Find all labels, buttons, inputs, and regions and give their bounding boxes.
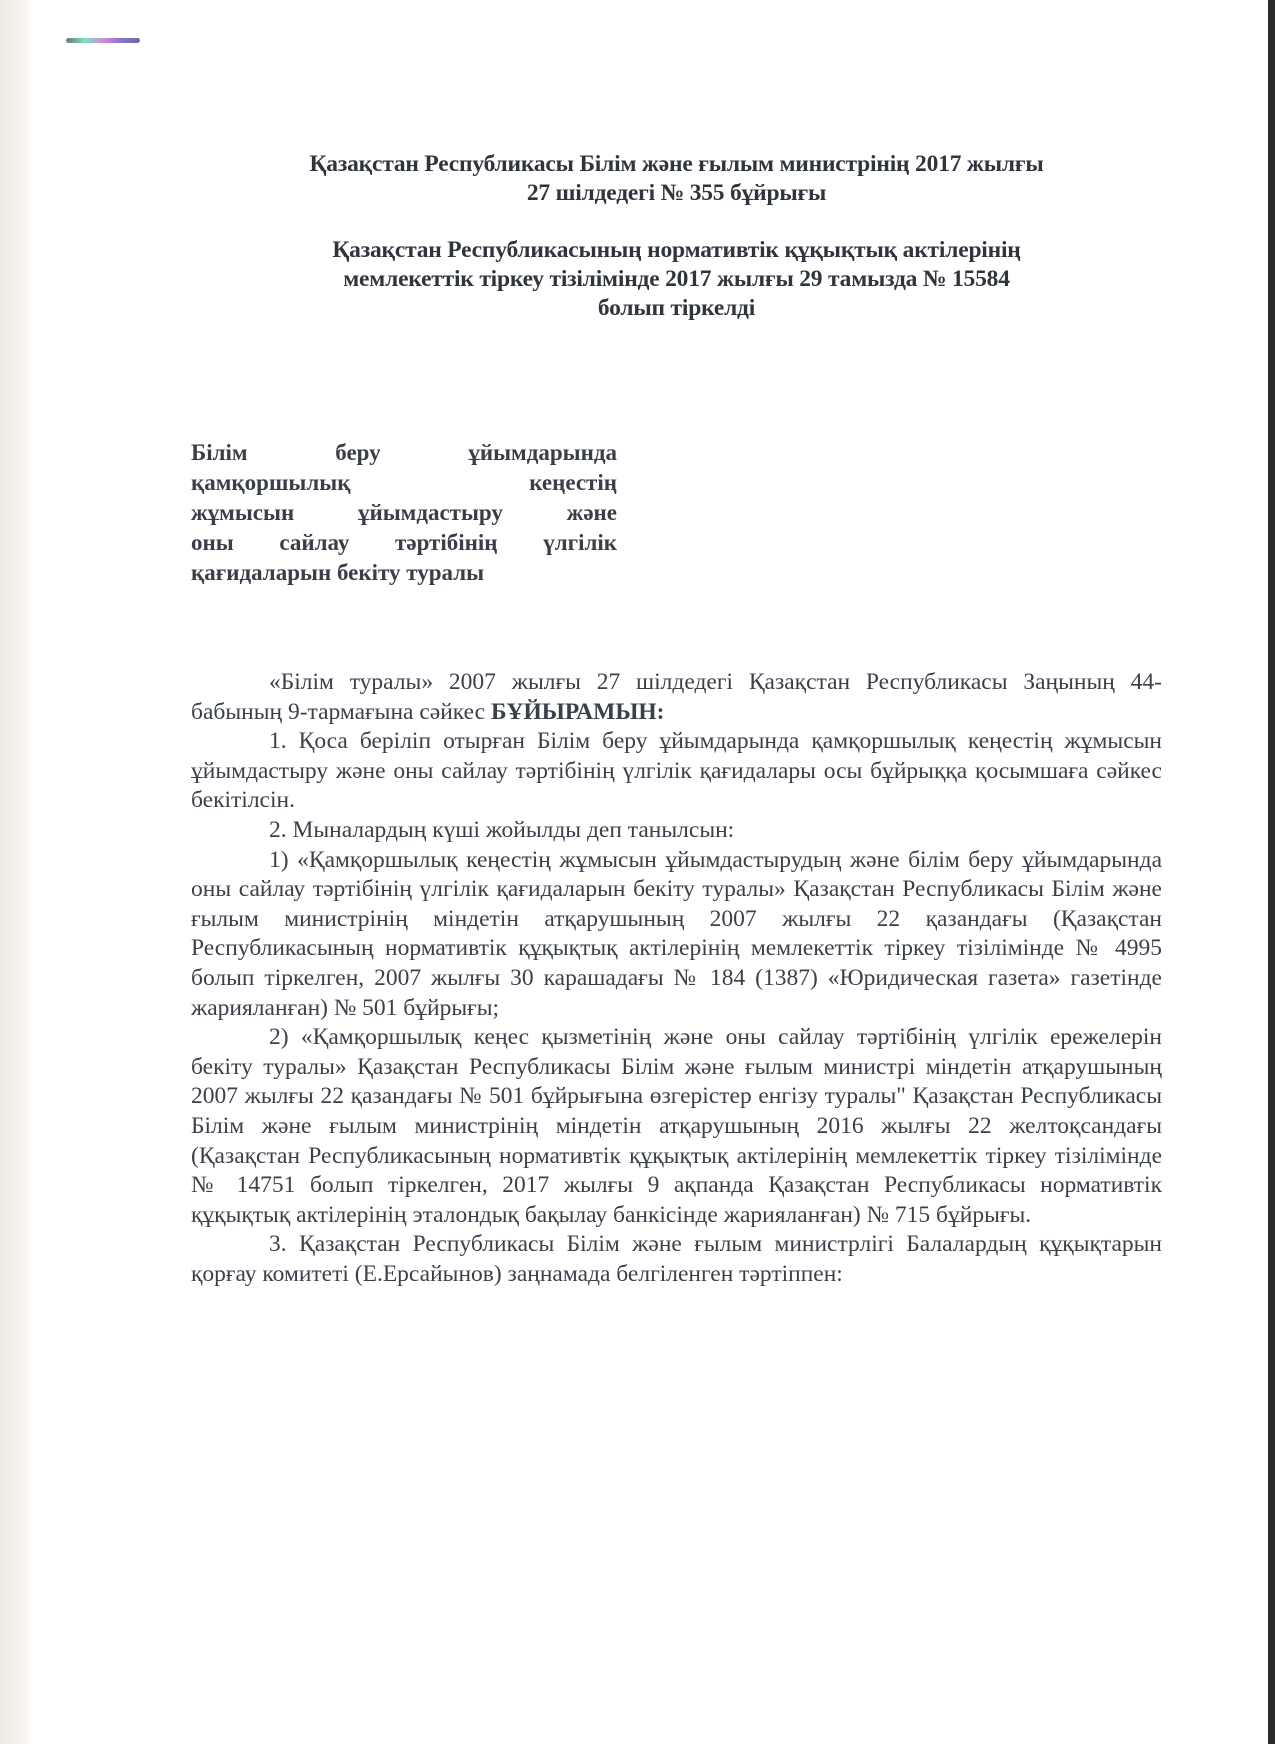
- item-1: 1. Қоса беріліп отырған Білім беру ұйымдарында қамқоршылық кеңестің жұмысын ұйымдастыру және оны сайлау тәртібінің үлгілік қағидалары осы бұйрыққа қосымшаға сәйкес бекітілсін.: [191, 728, 1162, 814]
- item-2: 2. Мыналардың күші жойылды деп танылсын:: [269, 816, 735, 843]
- subject-line: Білім беру ұйымдарында: [191, 440, 617, 465]
- subject-line: қамқоршылық кеңестің: [191, 470, 617, 495]
- subject-line: жұмысын ұйымдастыру және: [191, 500, 617, 525]
- document-header: [191, 150, 1162, 323]
- registration-line-1: Қазақстан Республикасының нормативтік құқықтық актілерінің: [332, 237, 1021, 263]
- pen-mark: [66, 38, 140, 43]
- preamble-paragraph: [191, 668, 1162, 727]
- item-2-1: 1) «Қамқоршылық кеңестің жұмысын ұйымдастырудың және білім беру ұйымдарында оны сайлау тәртібінің үлгілік қағидаларын бекіту туралы» Қазақстан Республикасы Білім және ғылым министрінің міндетін атқарушының 2007 жылғы 22 қазандағы (Қазақстан Республикасының нормативтік құқықтық актілерінің мемлекеттік тіркеу тізілімінде № 4995 болып тіркелген, 2007 жылғы 30 карашадағы № 184 (1387) «Юридическая газета» газетінде жарияланған) № 501 бұйрығы;: [191, 846, 1162, 1021]
- scan-bottom-edge: [0, 1744, 1275, 1754]
- item-3: 3. Қазақстан Республикасы Білім және ғылым министрлігі Балалардың құқықтарын қорғау комитеті (Е.Ерсайынов) заңнамада белгіленген тәртіппен:: [191, 1231, 1162, 1287]
- order-word: БҰЙЫРАМЫН:: [490, 698, 665, 725]
- scan-right-border: [1268, 0, 1275, 1754]
- order-subject: [191, 438, 617, 588]
- registration-note: [191, 236, 1162, 323]
- registration-line-2: мемлекеттік тіркеу тізілімінде 2017 жылғы 29 тамызда № 15584: [343, 266, 1010, 292]
- order-title-line-1: Қазақстан Республикасы Білім және ғылым министрінің 2017 жылғы: [309, 151, 1044, 177]
- subject-line: оны сайлау тәртібінің үлгілік: [191, 530, 617, 555]
- document-page: [191, 150, 1162, 1289]
- registration-line-3: болып тіркелді: [597, 295, 756, 321]
- item-2-2: 2) «Қамқоршылық кеңес қызметінің және оны сайлау тәртібінің үлгілік ережелерін бекіту туралы» Қазақстан Республикасы Білім және ғылым министрі міндетін атқарушының 2007 жылғы 22 қазандағы № 501 бұйрығына өзгерістер енгізу туралы" Қазақстан Республикасы Білім және ғылым министрінің міндетін атқарушының 2016 жылғы 22 желтоқсандағы (Қазақстан Республикасының нормативтік құқықтық актілерінің мемлекеттік тіркеу тізілімінде № 14751 болып тіркелген, 2017 жылғы 9 ақпанда Қазақстан Республикасы нормативтік құқықтық актілерінің эталондық бақылау банкісінде жарияланған) № 715 бұйрығы.: [191, 1024, 1162, 1228]
- scan-left-edge: [0, 0, 34, 1754]
- order-title-line-2: 27 шілдедегі № 355 бұйрығы: [526, 180, 827, 206]
- subject-line: қағидаларын бекіту туралы: [191, 560, 485, 585]
- preamble-text: «Білім туралы» 2007 жылғы 27 шілдедегі Қазақстан Республикасы Заңының 44-бабының 9-тармағына сәйкес: [191, 669, 1162, 725]
- order-body: [191, 668, 1162, 1289]
